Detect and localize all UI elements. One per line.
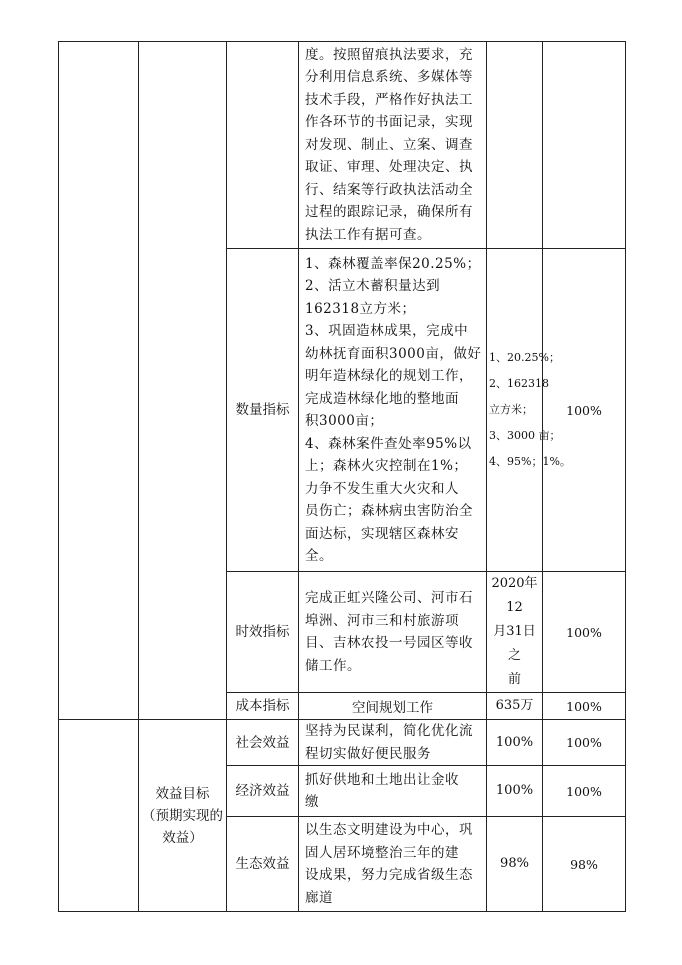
benefit-category-label: 效益目标 （预期实现的 效益） (139, 720, 227, 912)
empty-score-cell (543, 42, 626, 249)
social-benefit-score: 100% (543, 720, 626, 766)
empty-indicator-cell (227, 42, 299, 249)
ecological-benefit-description: 以生态文明建设为中心，巩 固人居环境整治三年的建 设成果，努力完成省级生态 廊道 (299, 817, 487, 912)
cost-value: 635万 (487, 693, 543, 720)
quantity-description: 1、森林覆盖率保20.25%； 2、活立木蓄积量达到 162318立方米； 3、巩固造林成果，完成中 幼林抚育面积3000亩，做好 明年造林绿化的规划工作， 完成造林绿化地的整地面 积3000亩； 4、森林案件查处率95%以 上；森林火灾控制在1%； 力争不发生重大火灾和人 员伤亡；森林病虫害防治全 面达标，实现辖区森林安 全。 (299, 249, 487, 572)
cost-indicator-label: 成本指标 (227, 693, 299, 720)
ecological-benefit-value: 98% (487, 817, 543, 912)
quantity-indicator-label: 数量指标 (227, 249, 299, 572)
economic-benefit-description: 抓好供地和土地出让金收 缴 (299, 766, 487, 817)
timeliness-score: 100% (543, 572, 626, 693)
quantity-score: 100% (543, 249, 626, 572)
social-benefit-label: 社会效益 (227, 720, 299, 766)
table-row (59, 42, 626, 249)
cost-score: 100% (543, 693, 626, 720)
social-benefit-description: 坚持为民谋利，简化优化流 程切实做好便民服务 (299, 720, 487, 766)
ecological-benefit-score: 98% (543, 817, 626, 912)
timeliness-indicator-label: 时效指标 (227, 572, 299, 693)
timeliness-value: 2020年12 月31日之 前 (487, 572, 543, 693)
table-row (59, 720, 626, 766)
economic-benefit-score: 100% (543, 766, 626, 817)
ecological-benefit-label: 生态效益 (227, 817, 299, 912)
performance-table (58, 41, 626, 912)
social-benefit-value: 100% (487, 720, 543, 766)
timeliness-description: 完成正虹兴隆公司、河市石 埠洲、河市三和村旅游项 目、吉林农投一号园区等收 储工作。 (299, 572, 487, 693)
empty-first-column-cell (59, 42, 139, 720)
cost-description: 空间规划工作 (299, 693, 487, 720)
economic-benefit-label: 经济效益 (227, 766, 299, 817)
empty-value-cell (487, 42, 543, 249)
empty-first-column-cell (59, 720, 139, 912)
law-enforcement-description: 度。按照留痕执法要求，充 分利用信息系统、多媒体等 技术手段，严格作好执法工 作各环节的书面记录，实现 对发现、制止、立案、调查 取证、审理、处理决定、执 行、结案等行政执法活动全 过程的跟踪记录，确保所有 执法工作有据可查。 (299, 42, 487, 249)
economic-benefit-value: 100% (487, 766, 543, 817)
empty-second-column-cell (139, 42, 227, 720)
quantity-value: 1、20.25%； 2、162318 立方米； 3、3000 亩； 4、95%；1%。 (487, 249, 543, 572)
